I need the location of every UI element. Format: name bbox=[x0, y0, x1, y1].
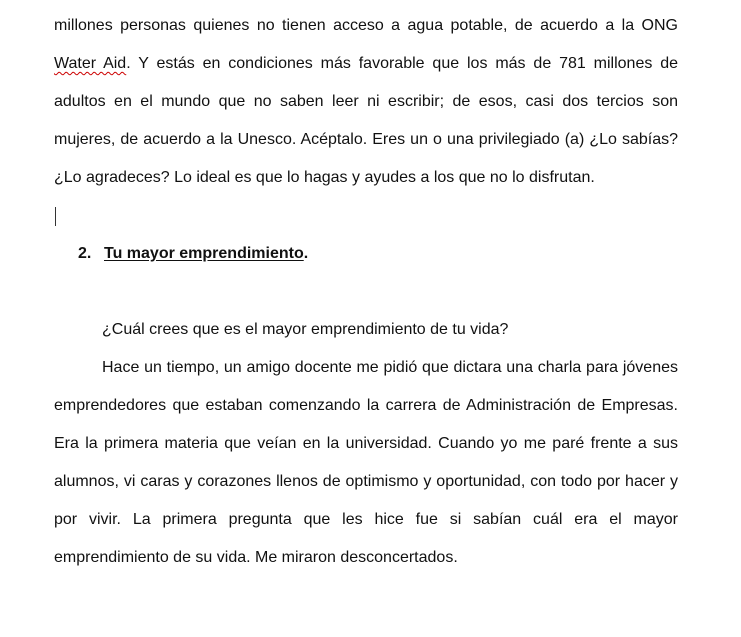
paragraph-line: Era la primera materia que veían en la universidad. Cuando yo me paré frente a sus bbox=[54, 435, 678, 452]
paragraph-line: mujeres, de acuerdo a la Unesco. Acéptalo. Eres un o una privilegiado (a) ¿Lo sabías? bbox=[54, 131, 678, 148]
paragraph-line: alumnos, vi caras y corazones llenos de optimismo y oportunidad, con todo por hacer y bbox=[54, 473, 678, 490]
paragraph-line: adultos en el mundo que no saben leer ni escribir; de esos, casi dos tercios son bbox=[54, 93, 678, 110]
section-title: Tu mayor emprendimiento bbox=[104, 245, 304, 262]
section-title-suffix: . bbox=[303, 245, 309, 262]
paragraph-line bbox=[54, 54, 678, 74]
paragraph-line: emprendimiento de su vida. Me miraron desconcertados. bbox=[54, 549, 458, 566]
paragraph-text: . Y estás en condiciones más favorable que los más de 781 millones de bbox=[126, 55, 679, 72]
paragraph-question: ¿Cuál crees que es el mayor emprendimiento de tu vida? bbox=[102, 321, 509, 338]
paragraph-line: por vivir. La primera pregunta que les hice fue si sabían cuál era el mayor bbox=[54, 511, 678, 528]
spellcheck-underlined-text[interactable]: Water Aid bbox=[54, 55, 127, 72]
paragraph-line: Hace un tiempo, un amigo docente me pidió que dictara una charla para jóvenes bbox=[102, 359, 678, 376]
section-heading bbox=[78, 244, 308, 264]
text-cursor bbox=[55, 207, 56, 226]
paragraph-line: emprendedores que estaban comenzando la carrera de Administración de Empresas. bbox=[54, 397, 678, 414]
paragraph-line: ¿Lo agradeces? Lo ideal es que lo hagas y ayudes a los que no lo disfrutan. bbox=[54, 169, 595, 186]
section-number: 2. bbox=[78, 245, 92, 262]
paragraph-line: millones personas quienes no tienen acceso a agua potable, de acuerdo a la ONG bbox=[54, 17, 678, 34]
